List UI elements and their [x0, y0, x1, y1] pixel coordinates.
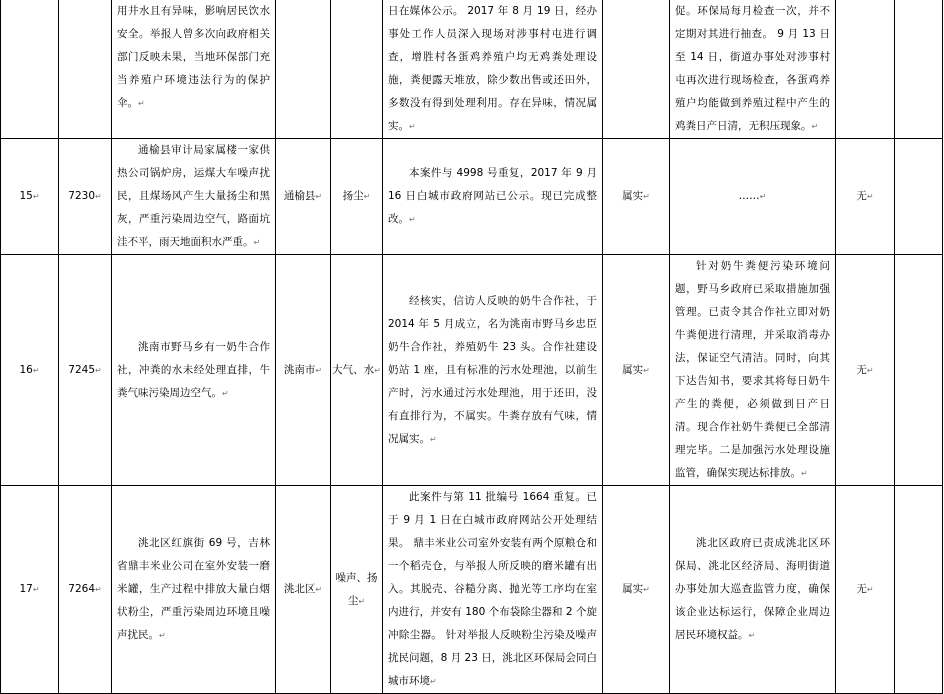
- investigation-text: 日在媒体公示。 2017 年 8 月 19 日，经办事处工作人员深入现场对涉事村屯进行调查，增胜村各蛋鸡养殖户均无鸡粪处理设施，粪便露天堆放，除少数出售或还田外，多数没有得到处理利用。存在异味，情况属实。: [388, 5, 597, 132]
- table-row: [1, 486, 943, 694]
- pollution-type-cell: 大气、水↵: [331, 255, 383, 486]
- pollution-type-cell: 噪声、扬尘↵: [331, 486, 383, 694]
- investigation-cell: [383, 0, 603, 139]
- complaint-text: 用井水且有异味，影响居民饮水安全。举报人曾多次向政府相关部门反映未果，当地环保部门充当养殖户环境违法行为的保护伞。: [117, 5, 270, 109]
- complaint-text: 洮南市野马乡有一奶牛合作社，冲粪的水未经处理直排，牛粪气味污染周边空气。: [117, 340, 270, 399]
- row-number-cell: [1, 0, 59, 139]
- complaint-cell: 洮南市野马乡有一奶牛合作社，冲粪的水未经处理直排，牛粪气味污染周边空气。↵: [112, 255, 276, 486]
- extra-cell: [895, 486, 943, 694]
- rectification-cell: ……↵: [670, 139, 836, 255]
- paragraph-mark: ↵: [409, 122, 416, 131]
- investigation-text: 经核实，信访人反映的奶牛合作社，于 2014 年 5 月成立，名为洮南市野马乡忠臣奶牛合作社，养殖奶牛 23 头。合作社建设奶站 1 座，且有标准的污水处理池，以前生产时，污水通过污水处理池，用于还田，没有直排行为，不属实。牛粪存放有气味，情况属实。: [388, 294, 597, 445]
- investigation-cell: 本案件与 4998 号重复，2017 年 9 月 16 日白城市政府网站已公示。现已完成整改。↵: [383, 139, 603, 255]
- table-row: [1, 139, 943, 255]
- table-row: [1, 255, 943, 486]
- paragraph-mark: ↵: [138, 99, 145, 108]
- case-code-cell: [59, 0, 112, 139]
- investigation-cell: 此案件与第 11 批编号 1664 重复。已于 9 月 1 日在白城市政府网站公开处理结果。 鼎丰米业公司室外安装有两个原粮仓和一个稻壳仓，与举报人所反映的磨米罐有出入。其脱壳、谷糙分离、抛光等工序均在室内进行，并安有 180 个布袋除尘器和 2 个旋冲除尘器。 针对举报人反映粉尘污染及噪声扰民问题，8 月 23 日，洮北区环保局会同白城市环境↵: [383, 486, 603, 694]
- rectification-text: 促。环保局每月检查一次，并不定期对其进行抽查。 9 月 13 日至 14 日，街道办事处对涉事村屯再次进行现场检查，各蛋鸡养殖户均能做到养殖过程中产生的鸡粪日产日清，无积压现象。: [675, 5, 830, 132]
- complaint-cell: 通榆县审计局家属楼一家供热公司锅炉房，运煤大车噪声扰民，且煤场风产生大量扬尘和黑灰，严重污染周边空气，路面坑洼不平，雨天地面积水严重。↵: [112, 139, 276, 255]
- row-number-cell: 15↵: [1, 139, 59, 255]
- district-cell: 洮北区↵: [276, 486, 331, 694]
- rectification-text: 针对奶牛粪便污染环境问题，野马乡政府已采取措施加强管理。已责令其合作社立即对奶牛粪便进行清理，并采取消毒办法，保证空气清洁。同时，向其下达告知书，要求其将每日奶牛产生的粪便，必须做到日产日清。现合作社奶牛粪便已全部清理完毕。二是加强污水处理设施监管，确保实现达标排放。: [675, 260, 830, 479]
- extra-cell: [895, 0, 943, 139]
- rectification-text: ……: [738, 190, 760, 202]
- verdict-cell: [603, 0, 670, 139]
- investigation-text: 本案件与 4998 号重复，2017 年 9 月 16 日白城市政府网站已公示。现已完成整改。: [388, 167, 597, 225]
- verdict-cell: 属实↵: [603, 139, 670, 255]
- investigation-cell: 经核实，信访人反映的奶牛合作社，于 2014 年 5 月成立，名为洮南市野马乡忠臣奶牛合作社，养殖奶牛 23 头。合作社建设奶站 1 座，且有标准的污水处理池，以前生产时，污水通过污水处理池，用于还田，没有直排行为，不属实。牛粪存放有气味，情况属实。↵: [383, 255, 603, 486]
- district-cell: 通榆县↵: [276, 139, 331, 255]
- pollution-type-cell: 扬尘↵: [331, 139, 383, 255]
- row-number-cell: 17↵: [1, 486, 59, 694]
- paragraph-mark: ↵: [811, 122, 819, 131]
- extra-cell: [895, 255, 943, 486]
- accountability-cell: 无↵: [836, 139, 895, 255]
- rectification-text: 洮北区政府已责成洮北区环保局、洮北区经济局、海明街道办事处加大巡查监管力度，确保该企业达标运行，保障企业周边居民环境权益。: [675, 537, 830, 641]
- accountability-cell: 无↵: [836, 486, 895, 694]
- district-cell: 洮南市↵: [276, 255, 331, 486]
- investigation-text: 此案件与第 11 批编号 1664 重复。已于 9 月 1 日在白城市政府网站公开处理结果。 鼎丰米业公司室外安装有两个原粮仓和一个稻壳仓，与举报人所反映的磨米罐有出入。其脱壳、谷糙分离、抛光等工序均在室内进行，并安有 180 个布袋除尘器和 2 个旋冲除尘器。 针对举报人反映粉尘污染及噪声扰民问题，8 月 23 日，洮北区环保局会同白城市环境: [388, 491, 597, 687]
- row-number-cell: 16↵: [1, 255, 59, 486]
- case-code-cell: 7245↵: [59, 255, 112, 486]
- pollution-type-cell: [331, 0, 383, 139]
- case-code-cell: 7264↵: [59, 486, 112, 694]
- extra-cell: [895, 139, 943, 255]
- accountability-cell: [836, 0, 895, 139]
- case-code-cell: 7230↵: [59, 139, 112, 255]
- complaint-text: 洮北区红旗街 69 号，吉林省鼎丰米业公司在室外安装一磨米罐，生产过程中排放大量白烟状粉尘，严重污染周边环境且噪声扰民。: [117, 537, 270, 641]
- district-cell: [276, 0, 331, 139]
- complaint-cell: 洮北区红旗街 69 号，吉林省鼎丰米业公司在室外安装一磨米罐，生产过程中排放大量白烟状粉尘，严重污染周边环境且噪声扰民。↵: [112, 486, 276, 694]
- table-row: [1, 0, 943, 139]
- complaint-cell: [112, 0, 276, 139]
- complaint-text: 通榆县审计局家属楼一家供热公司锅炉房，运煤大车噪声扰民，且煤场风产生大量扬尘和黑灰，严重污染周边空气，路面坑洼不平，雨天地面积水严重。: [117, 144, 270, 248]
- rectification-cell: 针对奶牛粪便污染环境问题，野马乡政府已采取措施加强管理。已责令其合作社立即对奶牛粪便进行清理，并采取消毒办法，保证空气清洁。同时，向其下达告知书，要求其将每日奶牛产生的粪便，必须做到日产日清。现合作社奶牛粪便已全部清理完毕。二是加强污水处理设施监管，确保实现达标排放。↵: [670, 255, 836, 486]
- verdict-cell: 属实↵: [603, 255, 670, 486]
- verdict-cell: 属实↵: [603, 486, 670, 694]
- rectification-cell: 洮北区政府已责成洮北区环保局、洮北区经济局、海明街道办事处加大巡查监管力度，确保该企业达标运行，保障企业周边居民环境权益。↵: [670, 486, 836, 694]
- rectification-cell: [670, 0, 836, 139]
- accountability-cell: 无↵: [836, 255, 895, 486]
